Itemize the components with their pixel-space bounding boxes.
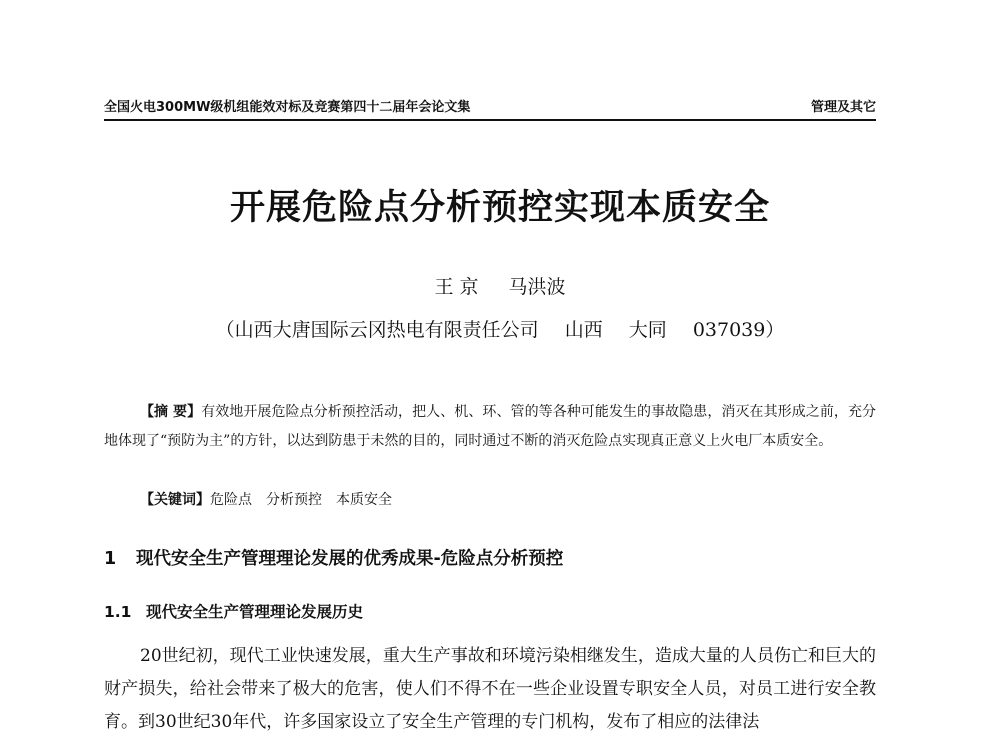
paper-title: 开展危险点分析预控实现本质安全	[229, 188, 770, 228]
author-line	[0, 274, 1000, 300]
section-number: 1	[104, 549, 117, 569]
affiliation-org: （山西大唐国际云冈热电有限责任公司	[215, 319, 539, 341]
abstract	[104, 398, 876, 456]
keywords	[140, 486, 406, 515]
body-paragraph: 20世纪初，现代工业快速发展，重大生产事故和环境污染相继发生，造成大量的人员伤亡和巨大的财产损失，给社会带来了极大的危害，使人们不得不在一些企业设置专职安全人员，对员工进行安全教育。到30世纪30年代，许多国家设立了安全生产管理的专门机构，发布了相应的法律法	[104, 646, 876, 732]
affiliation-line	[0, 317, 1000, 343]
abstract-label: 【摘 要】	[140, 404, 202, 420]
keyword: 危险点	[210, 492, 252, 508]
subsection-title: 现代安全生产管理理论发展历史	[146, 603, 364, 621]
abstract-text: 有效地开展危险点分析预控活动，把人、机、环、管的等各种可能发生的事故隐患，消灭在其形成之前，充分地体现了“预防为主”的方针，以达到防患于未然的目的，同时通过不断的消灭危险点实现真正意义上火电厂本质安全。	[104, 404, 877, 449]
header-proceedings-title: 全国火电300MW级机组能效对标及竞赛第四十二届年会论文集	[104, 100, 471, 115]
header-rule	[104, 119, 876, 121]
subsection-heading	[104, 599, 363, 625]
affiliation-postcode: 037039）	[692, 319, 785, 341]
author-name: 王 京	[434, 276, 479, 298]
keyword: 本质安全	[336, 492, 392, 508]
header-section-name: 管理及其它	[810, 100, 876, 115]
keywords-label: 【关键词】	[140, 492, 210, 508]
affiliation-city: 大同	[628, 319, 667, 341]
running-header	[104, 98, 876, 118]
subsection-number: 1.1	[104, 603, 132, 621]
keyword: 分析预控	[266, 492, 322, 508]
affiliation-province: 山西	[564, 319, 603, 341]
section-heading	[104, 545, 563, 573]
author-name: 马洪波	[508, 276, 566, 298]
section-title: 现代安全生产管理理论发展的优秀成果-危险点分析预控	[136, 549, 564, 569]
